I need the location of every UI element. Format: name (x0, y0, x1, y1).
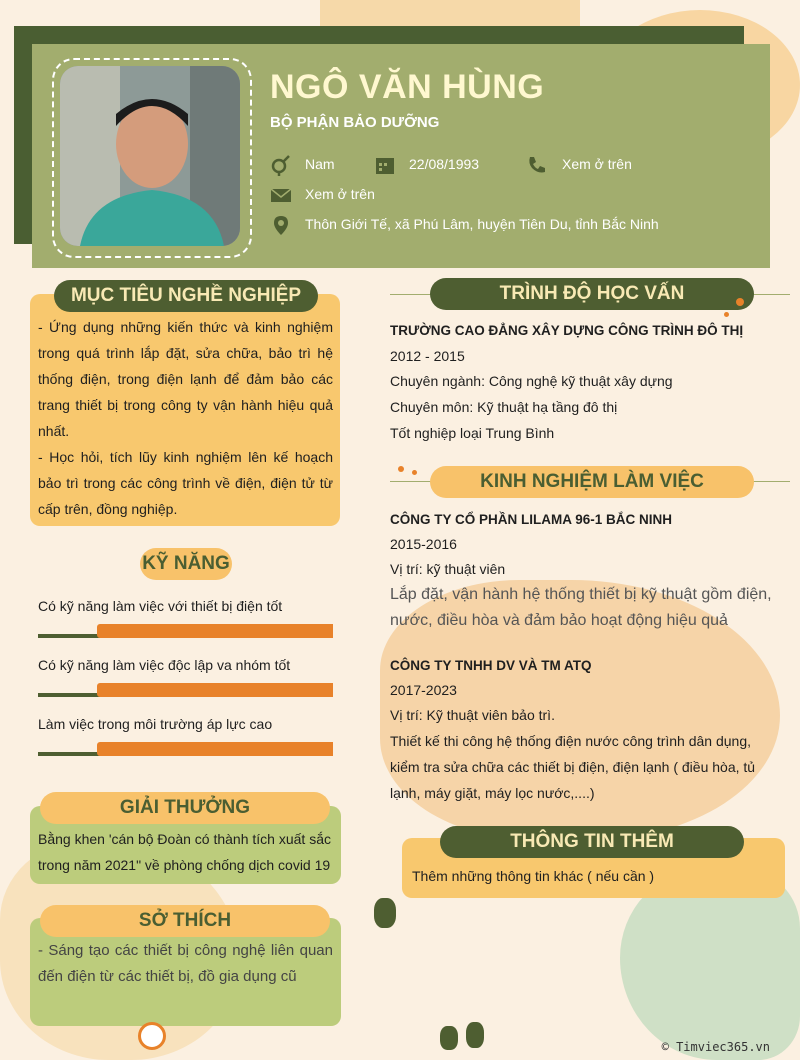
job-years: 2017-2023 (390, 682, 457, 698)
address-text: Thôn Giới Tế, xã Phú Lâm, huyện Tiên Du, tỉnh Bắc Ninh (305, 216, 659, 232)
profile-photo (60, 66, 240, 246)
skills-title: KỸ NĂNG (140, 548, 232, 580)
location-icon (270, 214, 292, 236)
phone-icon (526, 154, 548, 176)
skill-label: Làm việc trong môi trường áp lực cao (38, 716, 273, 732)
dot-decoration (736, 298, 744, 306)
job-description: Lắp đặt, vận hành hệ thống thiết bị kỹ thuật gồm điện, nước, điều hòa và đảm bảo hoạt động hiệu quả (390, 586, 772, 629)
candidate-role: BỘ PHẬN BẢO DƯỠNG (270, 114, 440, 131)
skill-label: Có kỹ năng làm việc với thiết bị điện tốt (38, 598, 283, 614)
flower-decoration (138, 1022, 166, 1050)
birthday-text: 22/08/1993 (409, 156, 480, 172)
awards-text: Bằng khen 'cán bộ Đoàn có thành tích xuất sắc trong năm 2021" về phòng chống dịch covid 19 (38, 831, 331, 873)
skill-bar-fill (97, 624, 333, 638)
awards-title: GIẢI THƯỞNG (40, 792, 330, 824)
education-grade: Tốt nghiệp loại Trung Bình (390, 425, 555, 441)
candidate-name: NGÔ VĂN HÙNG (270, 68, 545, 106)
objective-text: - Ứng dụng những kiến thức và kinh nghiệm trong quá trình lắp đặt, sửa chữa, bảo trì hệ thống điện, trong điện lạnh để đảm bảo các trang thiết bị trong công ty vận hành hiệu quả nhất. - Học hỏi, tích lũy kinh nghiệm lên kế hoạch bảo trì trong các công trình về điện, điện tử từ cấp trên, đồng nghiệp. (38, 319, 333, 517)
education-years: 2012 - 2015 (390, 348, 465, 364)
leaf-decoration (466, 1022, 484, 1048)
job-description: Thiết kế thi công hệ thống điện nước công trình dân dụng, kiểm tra sửa chữa các thiết bị điện, điện lạnh ( điều hòa, tủ lạnh, máy giặt, máy lọc nước,....) (390, 733, 756, 801)
objective-title: MỤC TIÊU NGHỀ NGHIỆP (54, 280, 318, 312)
skill-bar-fill (97, 683, 333, 697)
education-major: Chuyên ngành: Công nghệ kỹ thuật xây dựng (390, 373, 673, 389)
skill-label: Có kỹ năng làm việc độc lập va nhóm tốt (38, 657, 291, 673)
gender-icon (270, 154, 292, 176)
dot-decoration (398, 466, 404, 472)
credit-text: © Timviec365.vn (661, 1040, 770, 1054)
bg-blob (620, 870, 800, 1060)
job-position: Vị trí: Kỹ thuật viên bảo trì. (390, 707, 555, 723)
leaf-decoration (374, 898, 396, 928)
skill-bar-fill (97, 742, 333, 756)
experience-title: KINH NGHIỆM LÀM VIỆC (430, 466, 754, 498)
job-company: CÔNG TY CỔ PHẦN LILAMA 96-1 BẮC NINH (390, 512, 673, 527)
education-specialty: Chuyên môn: Kỹ thuật hạ tầng đô thị (390, 399, 618, 415)
extra-title: THÔNG TIN THÊM (440, 826, 744, 858)
job-position: Vị trí: kỹ thuật viên (390, 561, 506, 577)
education-title: TRÌNH ĐỘ HỌC VẤN (430, 278, 754, 310)
phone-text: Xem ở trên (562, 156, 632, 172)
education-school: TRƯỜNG CAO ĐẲNG XÂY DỰNG CÔNG TRÌNH ĐÔ THỊ (390, 323, 744, 338)
extra-text: Thêm những thông tin khác ( nếu cần ) (412, 868, 655, 884)
job-years: 2015-2016 (390, 536, 457, 552)
calendar-icon (374, 154, 396, 176)
dot-decoration (724, 312, 729, 317)
job-company: CÔNG TY TNHH DV VÀ TM ATQ (390, 658, 592, 673)
dot-decoration (412, 470, 417, 475)
email-text: Xem ở trên (305, 186, 375, 202)
mail-icon (270, 184, 292, 206)
hobbies-text: - Sáng tạo các thiết bị công nghệ liên quan đến điện từ các thiết bị, đồ gia dụng cũ (38, 942, 333, 985)
leaf-decoration (440, 1026, 458, 1050)
hobbies-title: SỞ THÍCH (40, 905, 330, 937)
gender-text: Nam (305, 156, 335, 172)
